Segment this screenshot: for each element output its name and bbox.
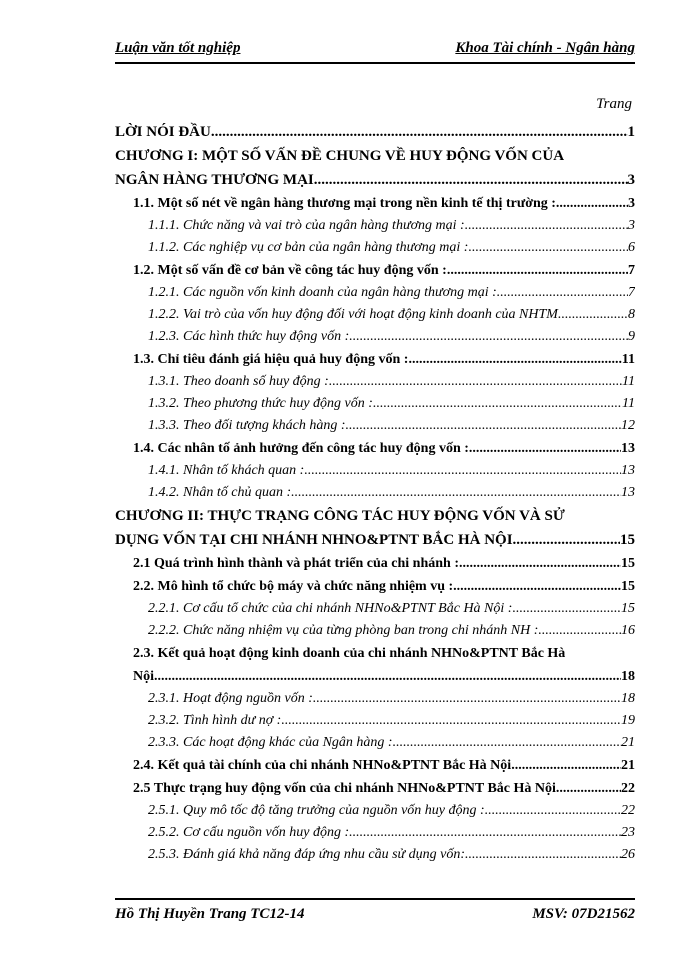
toc-entry-2-2[interactable] — [115, 575, 635, 598]
toc-entry-1-3-1[interactable] — [115, 371, 635, 393]
toc-entry-chapter-1-cont[interactable] — [115, 168, 635, 192]
toc-entry-text: 1.1. Một số nét về ngân hàng thương mại trong nền kinh tế thị trường : — [133, 196, 556, 211]
toc-entry-text: 1.4. Các nhân tố ảnh hưởng đến công tác huy động vốn : — [133, 441, 469, 456]
toc-entry-text: 2.5.3. Đánh giá khả năng đáp ứng nhu cầu sử dụng vốn: — [148, 847, 466, 862]
toc-page-number: 15 — [620, 532, 635, 548]
toc-page-number: 7 — [628, 285, 635, 300]
toc-page-number: 9 — [628, 329, 635, 344]
toc-entry-1-1-1[interactable] — [115, 215, 635, 237]
toc-entry-2-3-cont[interactable] — [115, 665, 635, 688]
toc-entry-1-2-3[interactable] — [115, 326, 635, 348]
toc-entry-2-1[interactable] — [115, 552, 635, 575]
toc-entry-chapter-1-title[interactable] — [115, 144, 635, 168]
toc-entry-1-4[interactable] — [115, 437, 635, 460]
footer-student-id: MSV: 07D21562 — [532, 906, 635, 922]
toc-entry-2-3-title[interactable] — [115, 642, 635, 665]
toc-page-number: 13 — [621, 463, 635, 478]
toc-page-number: 13 — [621, 485, 635, 500]
toc-entry-text: 1.2. Một số vấn đề cơ bản về công tác huy động vốn : — [133, 263, 447, 278]
page-column-label: Trang — [596, 96, 632, 112]
toc-entry-2-5[interactable] — [115, 777, 635, 800]
toc-entry-2-3-3[interactable] — [115, 732, 635, 754]
page-header — [115, 38, 635, 64]
header-thesis-label: Luận văn tốt nghiệp — [115, 40, 241, 56]
toc-page-number: 11 — [621, 352, 635, 367]
toc-page-number: 19 — [621, 713, 635, 728]
toc-page-number: 1 — [627, 124, 635, 140]
toc-entry-text: 1.1.2. Các nghiệp vụ cơ bản của ngân hàng thương mại : — [148, 240, 469, 255]
toc-entry-1-1[interactable] — [115, 192, 635, 215]
toc-page-number: 22 — [621, 781, 635, 796]
toc-entry-2-5-2[interactable] — [115, 822, 635, 844]
toc-page-number: 11 — [622, 374, 635, 389]
toc-entry-2-3-2[interactable] — [115, 710, 635, 732]
toc-entry-text: LỜI NÓI ĐẦU — [115, 124, 211, 140]
toc-page-number: 22 — [621, 803, 635, 818]
toc-page-number: 11 — [622, 396, 635, 411]
toc-entry-text: 2.5.2. Cơ cấu nguồn vốn huy động : — [148, 825, 350, 840]
toc-entry-chapter-2-title[interactable] — [115, 504, 635, 528]
toc-entry-text: 2.3.3. Các hoạt động khác của Ngân hàng : — [148, 735, 393, 750]
toc-entry-text: 1.2.1. Các nguồn vốn kinh doanh của ngân hàng thương mại : — [148, 285, 497, 300]
toc-entry-1-2-2[interactable] — [115, 304, 635, 326]
toc-entry-text: 2.2.2. Chức năng nhiệm vụ của từng phòng ban trong chi nhánh NH : — [148, 623, 539, 638]
toc-entry-text: 1.2.2. Vai trò của vốn huy động đối với hoạt động kinh doanh của NHTM — [148, 307, 558, 322]
toc-page-number: 18 — [621, 669, 635, 684]
toc-page-number: 15 — [621, 556, 635, 571]
toc-entry-text: 1.4.1. Nhân tố khách quan : — [148, 463, 305, 478]
table-of-contents — [115, 120, 635, 866]
toc-page-number: 15 — [621, 579, 635, 594]
toc-entry-text: 1.1.1. Chức năng và vai trò của ngân hàng thương mại : — [148, 218, 465, 233]
toc-page-number: 13 — [621, 441, 635, 456]
toc-page-number: 3 — [627, 172, 635, 188]
toc-page-number: 15 — [621, 601, 635, 616]
toc-page-number: 18 — [621, 691, 635, 706]
toc-page-number: 12 — [621, 418, 635, 433]
toc-page-number: 23 — [621, 825, 635, 840]
toc-page-number: 3 — [628, 196, 635, 211]
toc-entry-2-3-1[interactable] — [115, 688, 635, 710]
toc-entry-text: 1.2.3. Các hình thức huy động vốn : — [148, 329, 350, 344]
toc-entry-text: 2.1 Quá trình hình thành và phát triển của chi nhánh : — [133, 556, 459, 571]
toc-page-number: 26 — [621, 847, 635, 862]
toc-entry-text: NGÂN HÀNG THƯƠNG MẠI. — [115, 172, 318, 188]
toc-page-number: 16 — [621, 623, 635, 638]
header-faculty-label: Khoa Tài chính - Ngân hàng — [455, 40, 635, 56]
toc-page-number: 21 — [621, 735, 635, 750]
toc-entry-text: 1.3.3. Theo đối tượng khách hàng : — [148, 418, 346, 433]
toc-entry-text: 1.3. Chỉ tiêu đánh giá hiệu quả huy động vốn : — [133, 352, 409, 367]
toc-entry-1-1-2[interactable] — [115, 237, 635, 259]
toc-entry-text: 1.4.2. Nhân tố chủ quan : — [148, 485, 292, 500]
toc-entry-text: 2.3.2. Tình hình dư nợ : — [148, 713, 282, 728]
toc-entry-text: 2.5.1. Quy mô tốc độ tăng trưởng của nguồn vốn huy động : — [148, 803, 485, 818]
toc-entry-text: 1.3.2. Theo phương thức huy động vốn : — [148, 396, 373, 411]
toc-entry-text: Nội — [133, 669, 154, 684]
toc-entry-preface[interactable] — [115, 120, 635, 144]
toc-entry-1-3[interactable] — [115, 348, 635, 371]
toc-entry-text: 1.3.1. Theo doanh số huy động : — [148, 374, 329, 389]
toc-entry-2-5-3[interactable] — [115, 844, 635, 866]
toc-page-number: 21 — [621, 758, 635, 773]
toc-entry-text: 2.5 Thực trạng huy động vốn của chi nhánh NHNo&PTNT Bắc Hà Nội — [133, 781, 556, 796]
toc-entry-text: 2.3. Kết quả hoạt động kinh doanh của chi nhánh NHNo&PTNT Bắc Hà — [133, 646, 566, 661]
toc-entry-text: 2.3.1. Hoạt động nguồn vốn : — [148, 691, 313, 706]
toc-entry-1-4-1[interactable] — [115, 460, 635, 482]
toc-entry-2-2-2[interactable] — [115, 620, 635, 642]
toc-entry-1-4-2[interactable] — [115, 482, 635, 504]
footer-author: Hồ Thị Huyền Trang TC12-14 — [115, 906, 305, 922]
toc-entry-1-2[interactable] — [115, 259, 635, 282]
toc-entry-text: 2.2. Mô hình tổ chức bộ máy và chức năng nhiệm vụ : — [133, 579, 454, 594]
toc-page-number: 7 — [628, 263, 635, 278]
toc-entry-1-2-1[interactable] — [115, 282, 635, 304]
toc-entry-text: CHƯƠNG I: MỘT SỐ VẤN ĐỀ CHUNG VỀ HUY ĐỘNG VỐN CỦA — [115, 148, 565, 164]
toc-entry-chapter-2-cont[interactable] — [115, 528, 635, 552]
toc-entry-text: CHƯƠNG II: THỰC TRẠNG CÔNG TÁC HUY ĐỘNG VỐN VÀ SỬ — [115, 508, 565, 524]
toc-entry-2-2-1[interactable] — [115, 598, 635, 620]
toc-entry-1-3-2[interactable] — [115, 393, 635, 415]
toc-entry-text: 2.4. Kết quả tài chính của chi nhánh NHNo&PTNT Bắc Hà Nội — [133, 758, 512, 773]
toc-entry-2-4[interactable] — [115, 754, 635, 777]
toc-page-number: 6 — [628, 240, 635, 255]
toc-entry-text: 2.2.1. Cơ cấu tổ chức của chi nhánh NHNo&PTNT Bắc Hà Nội : — [148, 601, 513, 616]
toc-entry-2-5-1[interactable] — [115, 800, 635, 822]
toc-page-number: 3 — [628, 218, 635, 233]
toc-entry-1-3-3[interactable] — [115, 415, 635, 437]
toc-entry-text: DỤNG VỐN TẠI CHI NHÁNH NHNO&PTNT BẮC HÀ NỘI — [115, 532, 513, 548]
page-footer — [115, 898, 635, 924]
toc-page-number: 8 — [628, 307, 635, 322]
